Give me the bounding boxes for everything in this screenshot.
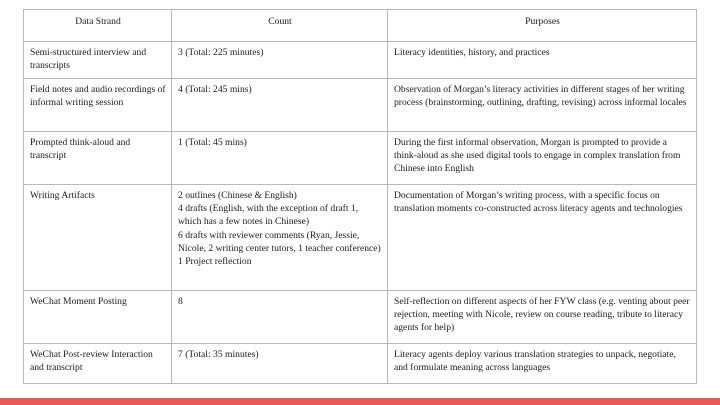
count-line: 4 drafts (English, with the exception of draft 1, which has a few notes in Chinese) [178,203,359,228]
count-line: 6 drafts with reviewer comments (Ryan, Jessie, Nicole, 2 writing center tutors, 1 teacher conference) [178,229,381,254]
count-cell [172,291,388,344]
header-data-strand: Data Strand [24,10,172,42]
strand-cell: Writing Artifacts [24,185,172,291]
table-row [24,185,697,291]
table-row [24,132,697,185]
count-line: 3 (Total: 225 minutes) [178,47,264,58]
strand-cell: Field notes and audio recordings of informal writing session [24,79,172,132]
table-row [24,291,697,344]
purpose-cell: Self-reflection on different aspects of her FYW class (e.g. venting about peer rejection, meeting with Nicole, review on course reading, tribute to literacy agents for help) [388,291,697,344]
table-row [24,344,697,384]
count-line: 8 [178,296,183,307]
purpose-cell: During the first informal observation, Morgan is prompted to provide a think-aloud as she used digital tools to engage in complex translation from Chinese into English [388,132,697,185]
count-line: 7 (Total: 35 minutes) [178,349,259,360]
count-line: 4 (Total: 245 mins) [178,84,252,95]
header-count: Count [172,10,388,42]
strand-cell: Prompted think-aloud and transcript [24,132,172,185]
purpose-cell: Observation of Morgan’s literacy activities in different stages of her writing process (brainstorming, outlining, drafting, revising) across informal locales [388,79,697,132]
data-strand-table [23,9,697,384]
count-line: 1 Project reflection [178,256,252,268]
strand-cell: WeChat Post-review Interaction and transcript [24,344,172,384]
strand-cell: Semi-structured interview and transcripts [24,42,172,79]
count-cell [172,185,388,291]
header-purposes: Purposes [388,10,697,42]
purpose-cell: Literacy identities, history, and practices [388,42,697,79]
count-cell [172,344,388,384]
purpose-cell: Literacy agents deploy various translation strategies to unpack, negotiate, and formulate meaning across languages [388,344,697,384]
purpose-cell: Documentation of Morgan’s writing process, with a specific focus on translation moments co-constructed across literacy agents and technologies [388,185,697,291]
count-cell [172,132,388,185]
strand-cell: WeChat Moment Posting [24,291,172,344]
count-cell [172,42,388,79]
accent-bar [0,398,720,405]
count-line: 2 outlines (Chinese & English) [178,190,297,201]
table-row [24,79,697,132]
table-row [24,42,697,79]
header-row [24,10,697,42]
count-cell [172,79,388,132]
count-line: 1 (Total: 45 mins) [178,137,247,148]
